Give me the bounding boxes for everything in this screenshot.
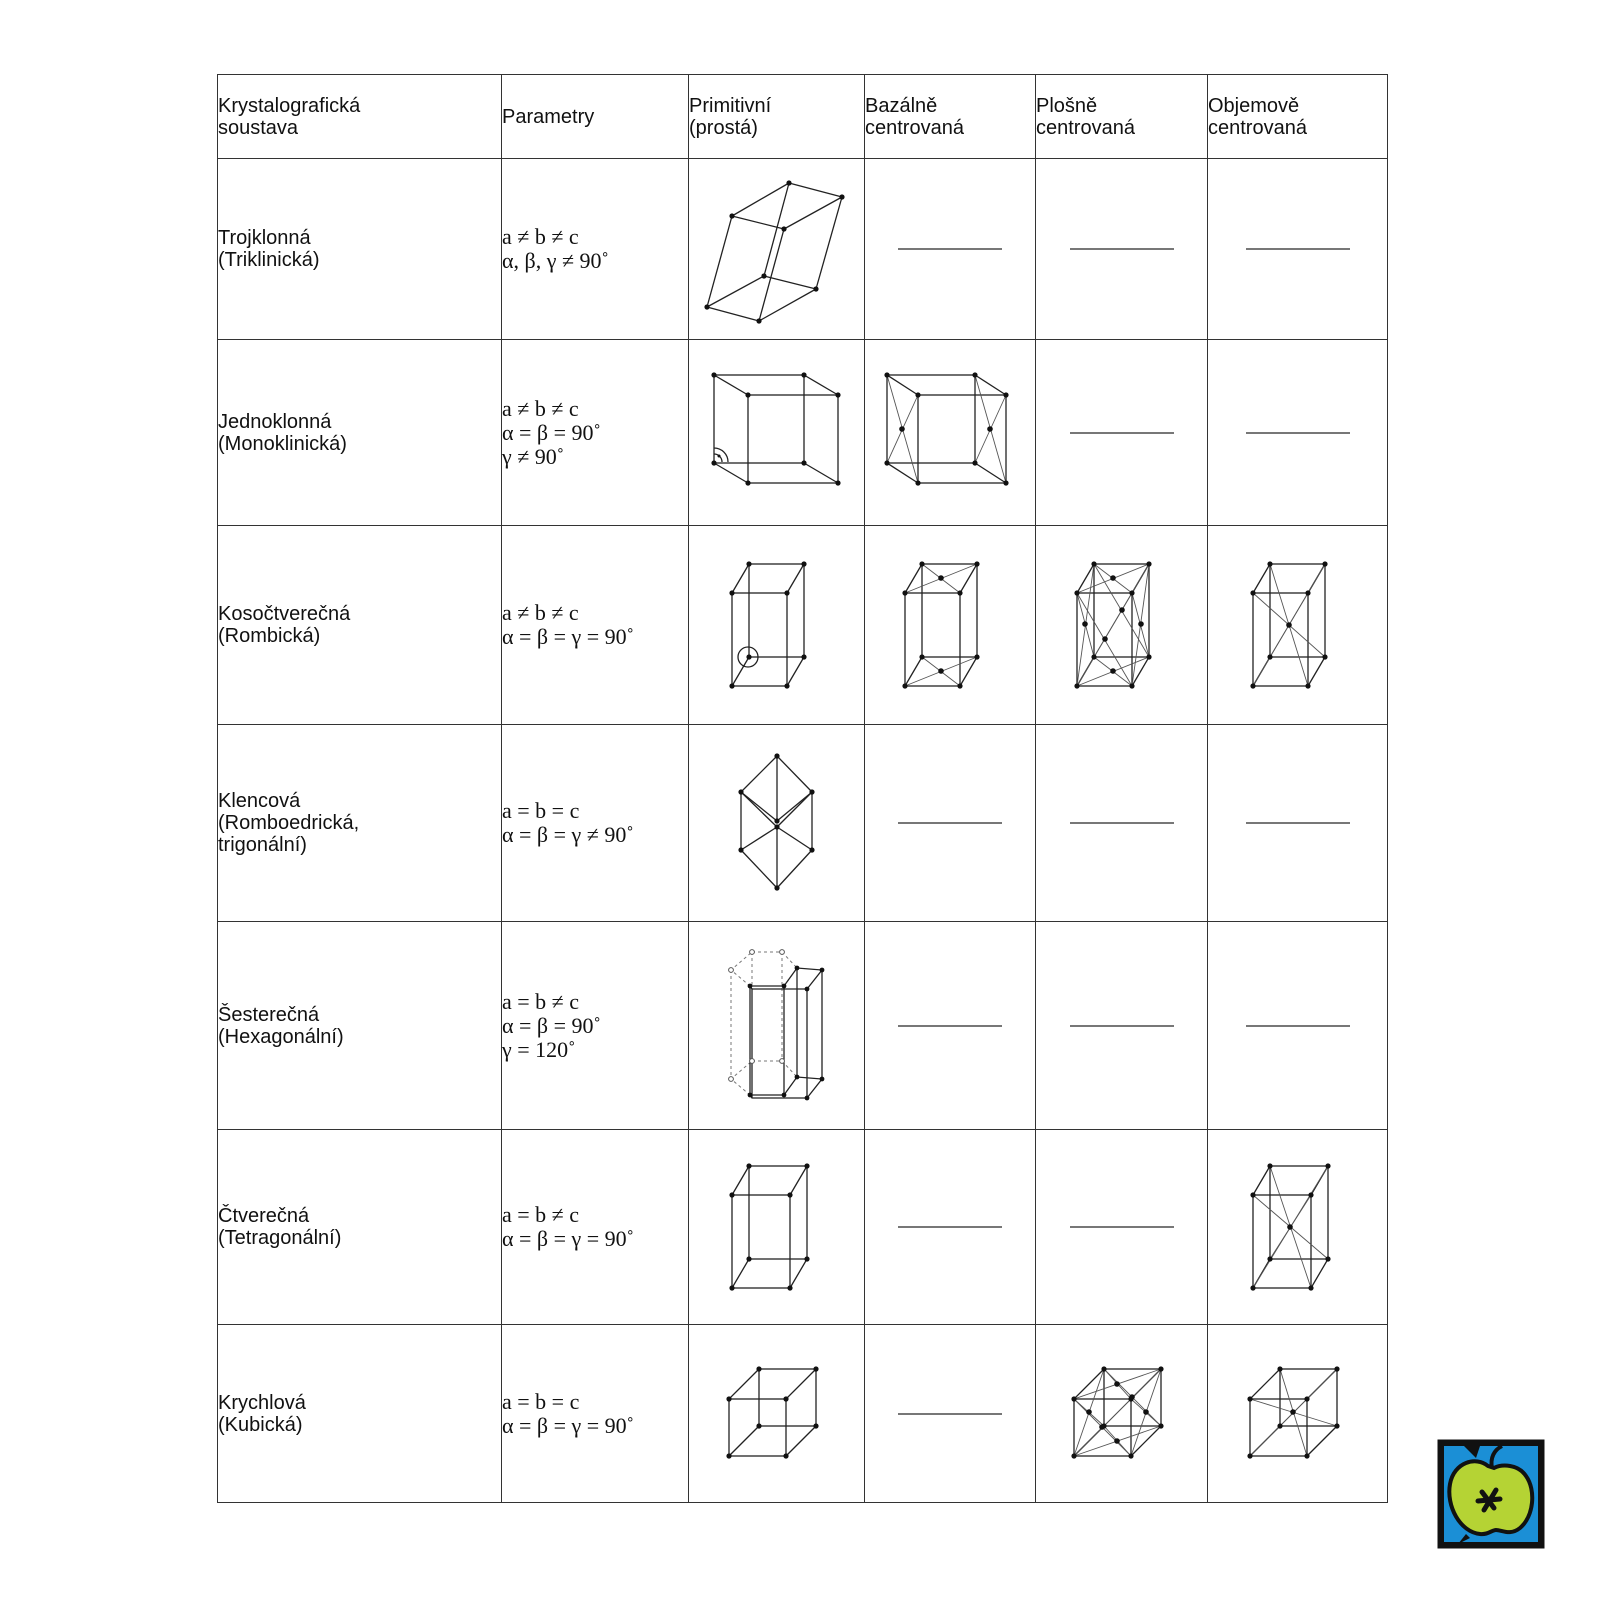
primitive-cell xyxy=(689,159,865,340)
dash-placeholder xyxy=(1070,1226,1174,1228)
dash-placeholder xyxy=(1246,822,1350,824)
table-row xyxy=(218,1130,1388,1325)
empty-cell xyxy=(865,725,1036,922)
dash-placeholder xyxy=(898,822,1002,824)
rhombohedral-primitive-icon xyxy=(732,751,822,896)
tetragonal-body-centered-icon xyxy=(1248,1160,1348,1295)
crystal-system-name: Šesterečná (Hexagonální) xyxy=(218,922,502,1130)
dash-placeholder xyxy=(898,1226,1002,1228)
table-row xyxy=(218,725,1388,922)
cubic-body-centered-icon xyxy=(1245,1364,1350,1464)
lattice-parameters: a ≠ b ≠ c α, β, γ ≠ 90˚ xyxy=(502,159,689,340)
dash-placeholder xyxy=(1070,822,1174,824)
crystal-lattice-table xyxy=(217,74,1388,1503)
header-row xyxy=(218,75,1388,159)
table-row xyxy=(218,340,1388,526)
lattice-parameters: a = b ≠ c α = β = γ = 90˚ xyxy=(502,1130,689,1325)
dash-placeholder xyxy=(1070,1025,1174,1027)
empty-cell xyxy=(1208,340,1388,526)
orthorhombic-face-centered-icon xyxy=(1072,558,1172,693)
dash-placeholder xyxy=(1246,1025,1350,1027)
crystal-system-name: Klencová (Romboedrická, trigonální) xyxy=(218,725,502,922)
orthorhombic-primitive-icon xyxy=(727,558,827,693)
dash-placeholder xyxy=(1070,248,1174,250)
header-base-centered: Bazálně centrovaná xyxy=(865,75,1036,159)
body-centered-cell xyxy=(1208,1130,1388,1325)
empty-cell xyxy=(1208,159,1388,340)
lattice-parameters: a = b ≠ c α = β = 90˚ γ = 120˚ xyxy=(502,922,689,1130)
base-centered-cell xyxy=(865,340,1036,526)
empty-cell xyxy=(1036,159,1208,340)
lattice-parameters: a ≠ b ≠ c α = β = γ = 90˚ xyxy=(502,526,689,725)
empty-cell xyxy=(1036,1130,1208,1325)
primitive-cell xyxy=(689,1325,865,1503)
base-centered-cell xyxy=(865,526,1036,725)
empty-cell xyxy=(865,922,1036,1130)
crystal-system-name: Kosočtverečná (Rombická) xyxy=(218,526,502,725)
empty-cell xyxy=(865,159,1036,340)
cubic-face-centered-icon xyxy=(1069,1364,1174,1464)
monoclinic-primitive-icon xyxy=(707,370,847,495)
primitive-cell xyxy=(689,526,865,725)
table-row xyxy=(218,922,1388,1130)
empty-cell xyxy=(1208,922,1388,1130)
triclinic-primitive-icon xyxy=(702,169,852,329)
primitive-cell xyxy=(689,1130,865,1325)
header-crystal-system: Krystalografická soustava xyxy=(218,75,502,159)
lattice-parameters: a = b = c α = β = γ = 90˚ xyxy=(502,1325,689,1503)
dash-placeholder xyxy=(1246,432,1350,434)
header-parameters: Parametry xyxy=(502,75,689,159)
lattice-parameters: a = b = c α = β = γ ≠ 90˚ xyxy=(502,725,689,922)
table-row xyxy=(218,159,1388,340)
apple-logo-icon xyxy=(1436,1438,1546,1550)
empty-cell xyxy=(1036,340,1208,526)
table-row xyxy=(218,1325,1388,1503)
crystal-system-name: Jednoklonná (Monoklinická) xyxy=(218,340,502,526)
lattice-parameters: a ≠ b ≠ c α = β = 90˚ γ ≠ 90˚ xyxy=(502,340,689,526)
primitive-cell xyxy=(689,725,865,922)
hexagonal-primitive-icon xyxy=(722,946,832,1106)
monoclinic-base-centered-icon xyxy=(880,370,1020,495)
table-row xyxy=(218,526,1388,725)
empty-cell xyxy=(1208,725,1388,922)
empty-cell xyxy=(1036,922,1208,1130)
face-centered-cell xyxy=(1036,526,1208,725)
crystal-system-name: Trojklonná (Triklinická) xyxy=(218,159,502,340)
empty-cell xyxy=(865,1325,1036,1503)
header-primitive: Primitivní (prostá) xyxy=(689,75,865,159)
dash-placeholder xyxy=(1070,432,1174,434)
cubic-primitive-icon xyxy=(724,1364,829,1464)
orthorhombic-body-centered-icon xyxy=(1248,558,1348,693)
tetragonal-primitive-icon xyxy=(727,1160,827,1295)
dash-placeholder xyxy=(898,1413,1002,1415)
crystal-system-name: Čtverečná (Tetragonální) xyxy=(218,1130,502,1325)
orthorhombic-base-centered-icon xyxy=(900,558,1000,693)
body-centered-cell xyxy=(1208,1325,1388,1503)
primitive-cell xyxy=(689,340,865,526)
header-face-centered: Plošně centrovaná xyxy=(1036,75,1208,159)
empty-cell xyxy=(1036,725,1208,922)
face-centered-cell xyxy=(1036,1325,1208,1503)
dash-placeholder xyxy=(898,1025,1002,1027)
dash-placeholder xyxy=(898,248,1002,250)
body-centered-cell xyxy=(1208,526,1388,725)
header-body-centered: Objemově centrovaná xyxy=(1208,75,1388,159)
empty-cell xyxy=(865,1130,1036,1325)
crystal-system-name: Krychlová (Kubická) xyxy=(218,1325,502,1503)
dash-placeholder xyxy=(1246,248,1350,250)
primitive-cell xyxy=(689,922,865,1130)
